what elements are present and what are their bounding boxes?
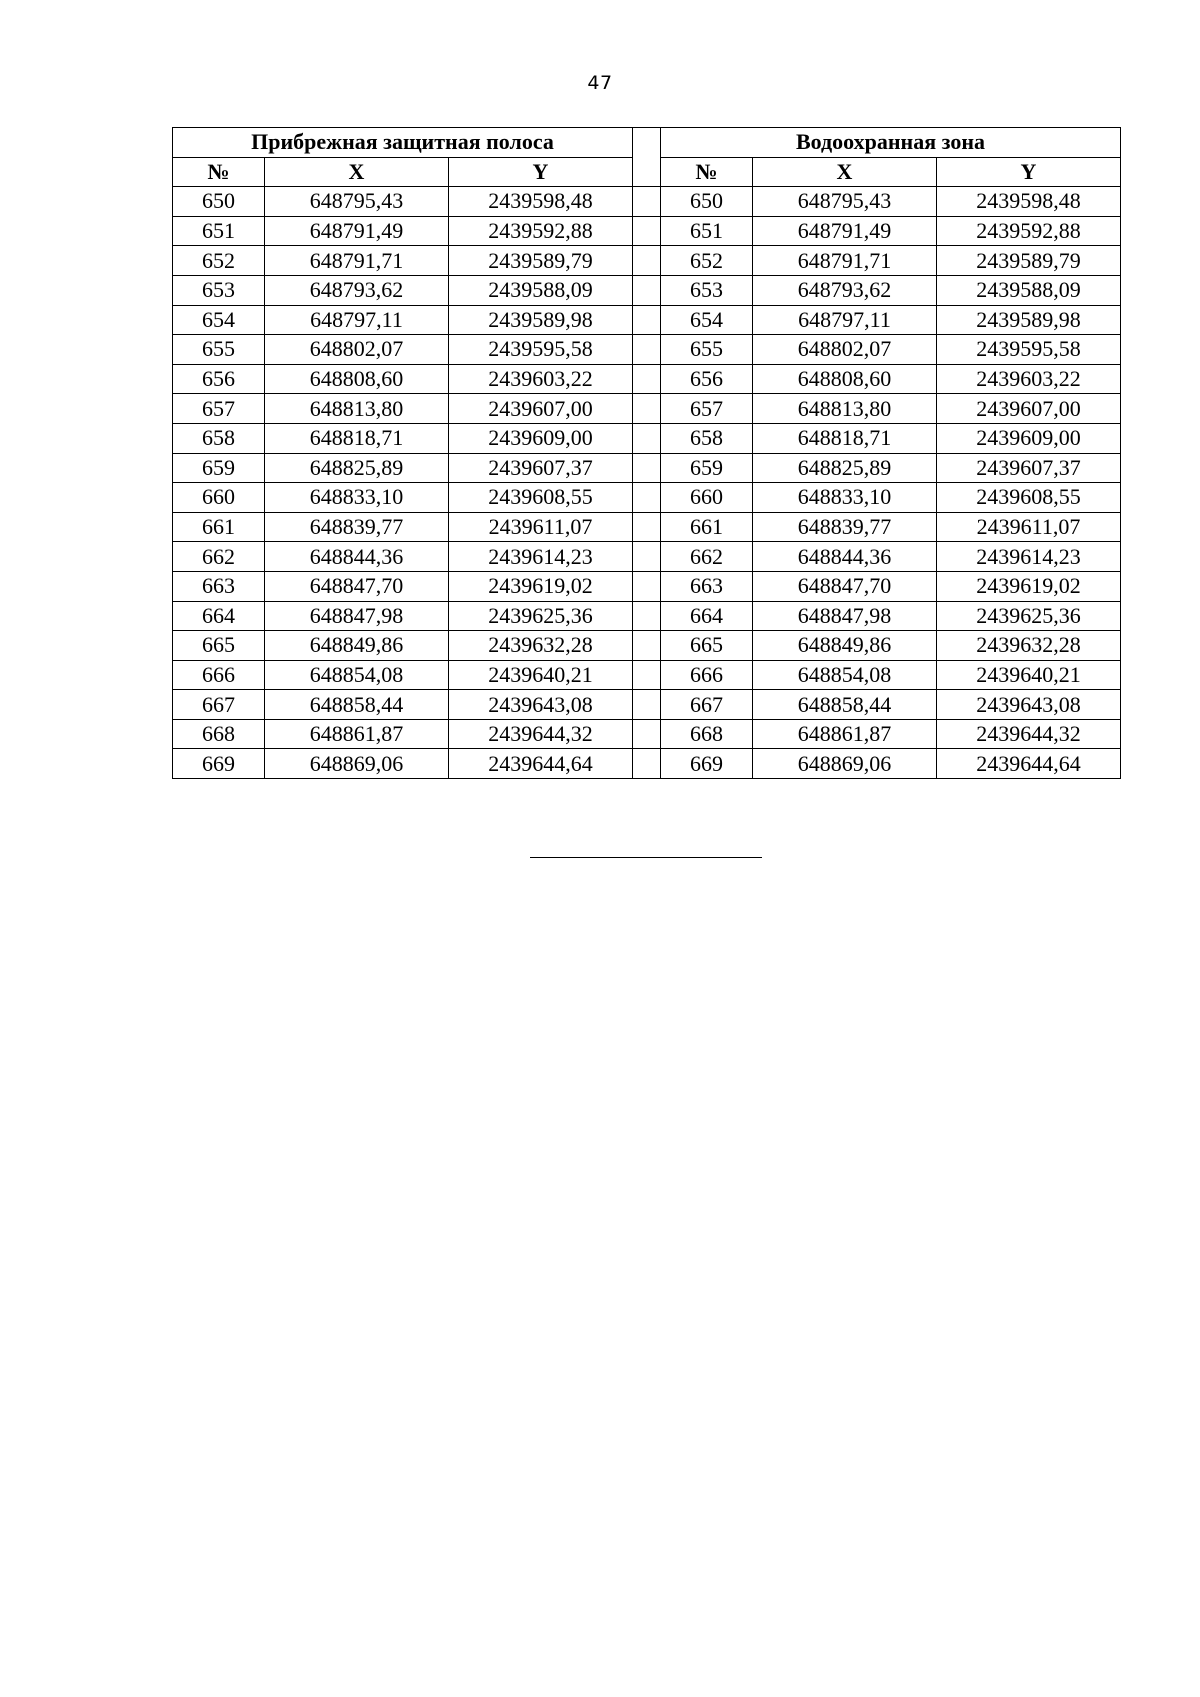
right-cell-number: 650 xyxy=(661,187,753,217)
right-cell-y: 2439589,79 xyxy=(937,246,1121,276)
right-cell-number: 668 xyxy=(661,719,753,749)
left-cell-number: 665 xyxy=(173,631,265,661)
left-cell-x: 648844,36 xyxy=(265,542,449,572)
left-cell-y: 2439632,28 xyxy=(449,631,633,661)
left-cell-x: 648813,80 xyxy=(265,394,449,424)
right-cell-y: 2439640,21 xyxy=(937,660,1121,690)
right-cell-y: 2439598,48 xyxy=(937,187,1121,217)
left-cell-y: 2439625,36 xyxy=(449,601,633,631)
left-cell-x: 648847,70 xyxy=(265,571,449,601)
left-cell-y: 2439614,23 xyxy=(449,542,633,572)
right-cell-y: 2439603,22 xyxy=(937,364,1121,394)
left-cell-number: 661 xyxy=(173,512,265,542)
left-cell-x: 648847,98 xyxy=(265,601,449,631)
table-row xyxy=(173,571,1121,601)
right-cell-y: 2439607,37 xyxy=(937,453,1121,483)
left-cell-x: 648839,77 xyxy=(265,512,449,542)
right-cell-y: 2439614,23 xyxy=(937,542,1121,572)
left-cell-y: 2439643,08 xyxy=(449,690,633,720)
right-cell-x: 648818,71 xyxy=(753,423,937,453)
gap-cell xyxy=(633,660,661,690)
left-cell-y: 2439607,37 xyxy=(449,453,633,483)
table-body xyxy=(173,187,1121,779)
left-cell-x: 648825,89 xyxy=(265,453,449,483)
end-divider-line xyxy=(530,857,762,858)
table-row xyxy=(173,423,1121,453)
left-cell-y: 2439598,48 xyxy=(449,187,633,217)
gap-cell xyxy=(633,364,661,394)
right-cell-y: 2439632,28 xyxy=(937,631,1121,661)
gap-cell xyxy=(633,749,661,779)
gap-cell xyxy=(633,335,661,365)
right-cell-number: 653 xyxy=(661,275,753,305)
table-row xyxy=(173,335,1121,365)
left-cell-number: 662 xyxy=(173,542,265,572)
right-cell-y: 2439595,58 xyxy=(937,335,1121,365)
right-cell-number: 664 xyxy=(661,601,753,631)
left-header-number: № xyxy=(173,157,265,187)
left-cell-x: 648808,60 xyxy=(265,364,449,394)
coordinates-table xyxy=(172,127,1121,779)
table-row xyxy=(173,660,1121,690)
left-cell-y: 2439611,07 xyxy=(449,512,633,542)
table-row xyxy=(173,719,1121,749)
left-cell-y: 2439588,09 xyxy=(449,275,633,305)
left-cell-y: 2439644,32 xyxy=(449,719,633,749)
left-cell-x: 648849,86 xyxy=(265,631,449,661)
left-cell-x: 648797,11 xyxy=(265,305,449,335)
left-cell-y: 2439619,02 xyxy=(449,571,633,601)
left-header-x: X xyxy=(265,157,449,187)
left-cell-y: 2439607,00 xyxy=(449,394,633,424)
right-cell-number: 659 xyxy=(661,453,753,483)
gap-cell xyxy=(633,216,661,246)
gap-cell xyxy=(633,719,661,749)
left-cell-number: 659 xyxy=(173,453,265,483)
left-cell-x: 648833,10 xyxy=(265,483,449,513)
gap-cell xyxy=(633,690,661,720)
left-cell-number: 651 xyxy=(173,216,265,246)
right-header-y: Y xyxy=(937,157,1121,187)
gap-cell xyxy=(633,394,661,424)
left-cell-x: 648795,43 xyxy=(265,187,449,217)
gap-cell xyxy=(633,453,661,483)
right-cell-x: 648847,98 xyxy=(753,601,937,631)
right-section-title: Водоохранная зона xyxy=(661,128,1121,158)
gap-cell xyxy=(633,542,661,572)
right-cell-number: 655 xyxy=(661,335,753,365)
table-row xyxy=(173,275,1121,305)
left-cell-y: 2439608,55 xyxy=(449,483,633,513)
left-cell-number: 664 xyxy=(173,601,265,631)
right-cell-y: 2439619,02 xyxy=(937,571,1121,601)
right-header-x: X xyxy=(753,157,937,187)
gap-cell xyxy=(633,571,661,601)
right-cell-x: 648869,06 xyxy=(753,749,937,779)
right-cell-number: 663 xyxy=(661,571,753,601)
right-header-number: № xyxy=(661,157,753,187)
left-cell-number: 669 xyxy=(173,749,265,779)
gap-cell xyxy=(633,187,661,217)
left-cell-x: 648818,71 xyxy=(265,423,449,453)
gap-cell xyxy=(633,275,661,305)
table-row xyxy=(173,601,1121,631)
right-cell-x: 648808,60 xyxy=(753,364,937,394)
left-cell-number: 663 xyxy=(173,571,265,601)
right-cell-number: 656 xyxy=(661,364,753,394)
left-cell-number: 654 xyxy=(173,305,265,335)
left-cell-number: 652 xyxy=(173,246,265,276)
right-cell-x: 648833,10 xyxy=(753,483,937,513)
table-row xyxy=(173,631,1121,661)
right-cell-number: 660 xyxy=(661,483,753,513)
right-cell-y: 2439644,32 xyxy=(937,719,1121,749)
left-cell-y: 2439592,88 xyxy=(449,216,633,246)
right-cell-y: 2439609,00 xyxy=(937,423,1121,453)
table-row xyxy=(173,483,1121,513)
right-cell-x: 648793,62 xyxy=(753,275,937,305)
left-cell-x: 648861,87 xyxy=(265,719,449,749)
right-cell-x: 648844,36 xyxy=(753,542,937,572)
right-cell-x: 648861,87 xyxy=(753,719,937,749)
right-cell-x: 648813,80 xyxy=(753,394,937,424)
gap-cell xyxy=(633,483,661,513)
left-cell-y: 2439589,79 xyxy=(449,246,633,276)
left-section-title: Прибрежная защитная полоса xyxy=(173,128,633,158)
left-cell-y: 2439603,22 xyxy=(449,364,633,394)
right-cell-y: 2439588,09 xyxy=(937,275,1121,305)
left-cell-x: 648802,07 xyxy=(265,335,449,365)
table-row xyxy=(173,749,1121,779)
gap-cell xyxy=(633,305,661,335)
left-cell-y: 2439595,58 xyxy=(449,335,633,365)
right-cell-x: 648797,11 xyxy=(753,305,937,335)
table-row xyxy=(173,364,1121,394)
left-cell-y: 2439640,21 xyxy=(449,660,633,690)
left-cell-number: 650 xyxy=(173,187,265,217)
left-cell-number: 657 xyxy=(173,394,265,424)
right-cell-x: 648847,70 xyxy=(753,571,937,601)
gap-cell xyxy=(633,246,661,276)
right-cell-y: 2439607,00 xyxy=(937,394,1121,424)
left-cell-number: 660 xyxy=(173,483,265,513)
left-header-y: Y xyxy=(449,157,633,187)
left-cell-number: 653 xyxy=(173,275,265,305)
left-cell-number: 655 xyxy=(173,335,265,365)
left-cell-number: 668 xyxy=(173,719,265,749)
gap-cell xyxy=(633,512,661,542)
left-cell-x: 648869,06 xyxy=(265,749,449,779)
right-cell-x: 648839,77 xyxy=(753,512,937,542)
right-cell-number: 652 xyxy=(661,246,753,276)
right-cell-number: 654 xyxy=(661,305,753,335)
section-title-row xyxy=(173,128,1121,158)
right-cell-y: 2439611,07 xyxy=(937,512,1121,542)
left-cell-number: 667 xyxy=(173,690,265,720)
right-cell-number: 667 xyxy=(661,690,753,720)
right-cell-x: 648791,49 xyxy=(753,216,937,246)
table-row xyxy=(173,512,1121,542)
right-cell-x: 648858,44 xyxy=(753,690,937,720)
left-cell-number: 658 xyxy=(173,423,265,453)
right-cell-y: 2439625,36 xyxy=(937,601,1121,631)
right-cell-x: 648825,89 xyxy=(753,453,937,483)
right-cell-y: 2439608,55 xyxy=(937,483,1121,513)
left-cell-x: 648854,08 xyxy=(265,660,449,690)
right-cell-number: 661 xyxy=(661,512,753,542)
right-cell-number: 665 xyxy=(661,631,753,661)
right-cell-number: 658 xyxy=(661,423,753,453)
right-cell-y: 2439643,08 xyxy=(937,690,1121,720)
right-cell-x: 648854,08 xyxy=(753,660,937,690)
right-cell-x: 648791,71 xyxy=(753,246,937,276)
right-cell-y: 2439644,64 xyxy=(937,749,1121,779)
left-cell-y: 2439609,00 xyxy=(449,423,633,453)
left-cell-y: 2439589,98 xyxy=(449,305,633,335)
right-cell-number: 651 xyxy=(661,216,753,246)
left-cell-x: 648793,62 xyxy=(265,275,449,305)
right-cell-x: 648849,86 xyxy=(753,631,937,661)
table-row xyxy=(173,394,1121,424)
gap-cell xyxy=(633,423,661,453)
right-cell-x: 648795,43 xyxy=(753,187,937,217)
left-cell-x: 648791,49 xyxy=(265,216,449,246)
left-cell-x: 648791,71 xyxy=(265,246,449,276)
left-cell-number: 656 xyxy=(173,364,265,394)
left-cell-number: 666 xyxy=(173,660,265,690)
left-cell-y: 2439644,64 xyxy=(449,749,633,779)
table-row xyxy=(173,216,1121,246)
right-cell-number: 662 xyxy=(661,542,753,572)
table-row xyxy=(173,246,1121,276)
gap-cell xyxy=(633,601,661,631)
table-row xyxy=(173,305,1121,335)
left-cell-x: 648858,44 xyxy=(265,690,449,720)
right-cell-number: 666 xyxy=(661,660,753,690)
table-row xyxy=(173,690,1121,720)
column-gap xyxy=(633,128,661,187)
right-cell-number: 657 xyxy=(661,394,753,424)
right-cell-y: 2439589,98 xyxy=(937,305,1121,335)
table-row xyxy=(173,187,1121,217)
gap-cell xyxy=(633,631,661,661)
page-number: 47 xyxy=(587,72,613,94)
right-cell-x: 648802,07 xyxy=(753,335,937,365)
right-cell-y: 2439592,88 xyxy=(937,216,1121,246)
table-row xyxy=(173,542,1121,572)
right-cell-number: 669 xyxy=(661,749,753,779)
table-row xyxy=(173,453,1121,483)
